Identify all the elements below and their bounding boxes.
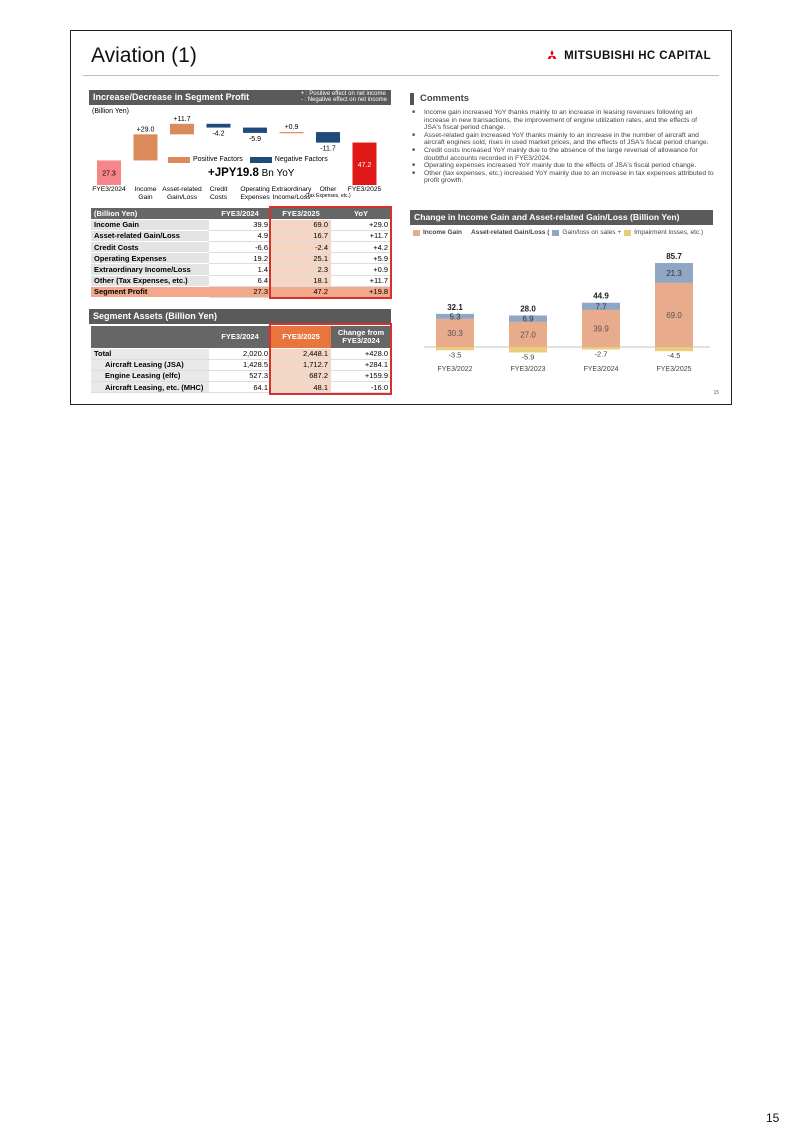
total-label: 28.0 (520, 304, 536, 314)
waterfall-bar (207, 124, 231, 128)
cell-value: 2,020.0 (209, 348, 271, 359)
waterfall-bar (170, 124, 194, 135)
comment-item: ■ Other (tax expenses, etc.) increased YoY mainly due to an increase in tax expenses attributed to profit growth. (412, 170, 714, 185)
positive-label: Positive Factors (193, 156, 243, 163)
waterfall-value-label: -4.2 (212, 130, 225, 138)
income-gain-label: 30.3 (447, 328, 463, 338)
waterfall-value-label: -5.9 (248, 135, 262, 143)
waterfall-bar (243, 128, 267, 133)
cell-value: 18.1 (271, 275, 331, 286)
highlight-box-summary (269, 206, 392, 299)
waterfall-category-label: Credit Costs (209, 186, 228, 201)
cell-value: 687.2 (271, 370, 331, 381)
waterfall-category-label: Extraordinary Income/Loss (271, 186, 312, 201)
cell-value: 1.4 (209, 264, 271, 275)
cell-value: 4.9 (209, 230, 271, 241)
row-label: Engine Leasing (elfc) (91, 370, 209, 381)
cell-value: +19.8 (331, 286, 391, 297)
waterfall-bar (280, 132, 304, 133)
comment-item: ■ Income gain increased YoY thanks mainly to an increase in leasing revenues following an increase in new transactions, the improvement of engine utilization rates, and the effects of JSA's fiscal period change. (412, 109, 714, 132)
cell-value: 69.0 (271, 219, 331, 230)
row-label: Segment Profit (91, 286, 209, 297)
waterfall-header-text: Increase/Decrease in Segment Profit (93, 92, 250, 102)
legend-plus: + : Positive effect on net income (300, 91, 386, 97)
waterfall-value-label: -11.7 (320, 145, 336, 153)
yoy-prefix: +JPY (208, 167, 237, 179)
gain-on-sales-label: 21.3 (666, 268, 682, 278)
waterfall-category-label: Other (Tax Expenses, etc.) (301, 186, 355, 199)
cell-value: 1,712.7 (271, 359, 331, 370)
total-label: 85.7 (666, 252, 682, 262)
assets-col-2025: FYE3/2025 (271, 326, 331, 348)
assets-col-2024: FYE3/2024 (209, 326, 271, 348)
sales-swatch (552, 230, 559, 236)
positive-swatch (168, 157, 190, 163)
slide (70, 30, 732, 405)
waterfall-bar (316, 132, 340, 143)
row-label: Credit Costs (91, 242, 209, 253)
yoy-value: 19.8 (236, 167, 259, 179)
cell-value: -6.6 (209, 242, 271, 253)
waterfall-value-label: +29.0 (136, 126, 155, 134)
impairment-label: -4.5 (667, 351, 681, 361)
summary-col-yoy: YoY (331, 208, 391, 219)
waterfall-legend (168, 156, 328, 163)
bar-chart-header: Change in Income Gain and Asset-related Gain/Loss (Billion Yen) (410, 210, 713, 225)
row-label: Operating Expenses (91, 253, 209, 264)
cell-value: 2.3 (271, 264, 331, 275)
waterfall-category-label: Income Gain (134, 186, 157, 201)
three-diamonds-icon (545, 50, 559, 62)
sign-legend (301, 91, 387, 103)
row-label: Extraordinary Income/Loss (91, 264, 209, 275)
x-tick-label: FYE3/2025 (656, 366, 692, 373)
summary-col-2024: FYE3/2024 (209, 208, 271, 219)
income-gain-label: 27.0 (520, 330, 536, 340)
assets-col-change: Change from FYE3/2024 (331, 326, 391, 348)
impair-swatch (624, 230, 631, 236)
impairment-label: -3.5 (448, 350, 462, 360)
yoy-summary (208, 167, 294, 179)
cell-value: +11.7 (331, 275, 391, 286)
cell-value: -2.4 (271, 242, 331, 253)
logo-text: MITSUBISHI HC CAPITAL (564, 50, 711, 62)
cell-value: 2,448.1 (271, 348, 331, 359)
summary-col-2025: FYE3/2025 (271, 208, 331, 219)
summary-col-label: (Billion Yen) (91, 208, 209, 219)
cell-value: +0.9 (331, 264, 391, 275)
cell-value: -16.0 (331, 382, 391, 393)
cell-value: 527.3 (209, 370, 271, 381)
row-label: Asset-related Gain/Loss (91, 230, 209, 241)
cell-value: 64.1 (209, 382, 271, 393)
row-label: Other (Tax Expenses, etc.) (91, 275, 209, 286)
cell-value: 27.3 (209, 286, 271, 297)
cell-value: +4.2 (331, 242, 391, 253)
income-gain-label: 69.0 (666, 310, 682, 320)
gain-on-sales-label: 7.7 (595, 302, 607, 312)
legend-minus: - : Negative effect on net income (300, 97, 387, 103)
waterfall-category-note: (Tax Expenses, etc.) (305, 193, 351, 199)
cell-value: +5.9 (331, 253, 391, 264)
row-label: Total (91, 348, 209, 359)
waterfall-header (89, 90, 391, 105)
income-swatch (413, 230, 420, 236)
comments-list (412, 109, 714, 185)
assets-header: Segment Assets (Billion Yen) (89, 309, 391, 324)
cell-value: +428.0 (331, 348, 391, 359)
cell-value: +159.9 (331, 370, 391, 381)
waterfall-bar (134, 134, 158, 160)
gain-on-sales-label: 6.9 (522, 314, 534, 324)
waterfall-value-label: +0.9 (284, 124, 299, 132)
x-tick-label: FYE3/2022 (437, 366, 473, 373)
slide-page-number: 15 (713, 390, 719, 396)
highlight-box-assets (269, 323, 392, 395)
gain-on-sales-label: 5.3 (449, 312, 461, 322)
cell-value: 25.1 (271, 253, 331, 264)
waterfall-value-label: +11.7 (173, 115, 191, 123)
total-label: 44.9 (593, 291, 609, 301)
company-logo (545, 50, 711, 62)
row-label: Aircraft Leasing, etc. (MHC) (91, 382, 209, 393)
cell-value: 39.9 (209, 219, 271, 230)
cell-value: 6.4 (209, 275, 271, 286)
waterfall-unit: (Billion Yen) (92, 108, 129, 115)
cell-value: +11.7 (331, 230, 391, 241)
legend-impair: Impairment losses, etc.) (634, 229, 704, 236)
cell-value: 47.2 (271, 286, 331, 297)
waterfall-category-label: FYE3/2025 (347, 186, 382, 193)
cell-value: 1,428.5 (209, 359, 271, 370)
row-label: Aircraft Leasing (JSA) (91, 359, 209, 370)
negative-label: Negative Factors (274, 156, 328, 163)
cell-value: 16.7 (271, 230, 331, 241)
waterfall-value-label: 47.2 (357, 161, 372, 169)
comment-item: ■ Operating expenses increased YoY mainly due to the effects of JSA's fiscal period change. (412, 162, 714, 170)
comment-item: ■ Credit costs increased YoY mainly due to the absence of the large reversal of allowance for doubtful accounts recorded in FYE3/2024. (412, 147, 714, 162)
waterfall-category-label: Asset-related Gain/Loss (162, 186, 202, 201)
total-label: 32.1 (447, 302, 463, 312)
cell-value: +29.0 (331, 219, 391, 230)
cell-value: +284.1 (331, 359, 391, 370)
row-label: Income Gain (91, 219, 209, 230)
legend-income: Income Gain (423, 229, 463, 236)
legend-sales: Gain/loss on sales + (562, 229, 622, 236)
comments-title: Comments (410, 93, 469, 105)
page-number: 15 (766, 1111, 780, 1125)
waterfall-category-label: FYE3/2024 (92, 186, 126, 193)
waterfall-category-label: Operating Expenses (240, 186, 270, 201)
x-tick-label: FYE3/2023 (510, 366, 546, 373)
impairment-label: -5.9 (521, 352, 535, 362)
impairment-label: -2.7 (594, 349, 608, 359)
x-tick-label: FYE3/2024 (583, 366, 619, 373)
assets-col-label (91, 326, 209, 348)
yoy-suffix: Bn YoY (261, 168, 295, 179)
income-gain-label: 39.9 (593, 324, 609, 334)
page-title: Aviation (1) (91, 44, 197, 67)
legend-asset: Asset-related Gain/Loss ( (471, 229, 550, 236)
waterfall-value-label: 27.3 (102, 170, 116, 178)
title-divider (83, 75, 719, 76)
bar-chart-legend (413, 229, 703, 236)
stacked-bar-chart (410, 237, 720, 382)
cell-value: 19.2 (209, 253, 271, 264)
comment-item: ■ Asset-related gain increased YoY thanks mainly to an increase in the number of aircraft and aircraft engines sold, rises in used market prices, and the effects of JSA's fiscal period change. (412, 132, 714, 147)
cell-value: 48.1 (271, 382, 331, 393)
negative-swatch (250, 157, 272, 163)
